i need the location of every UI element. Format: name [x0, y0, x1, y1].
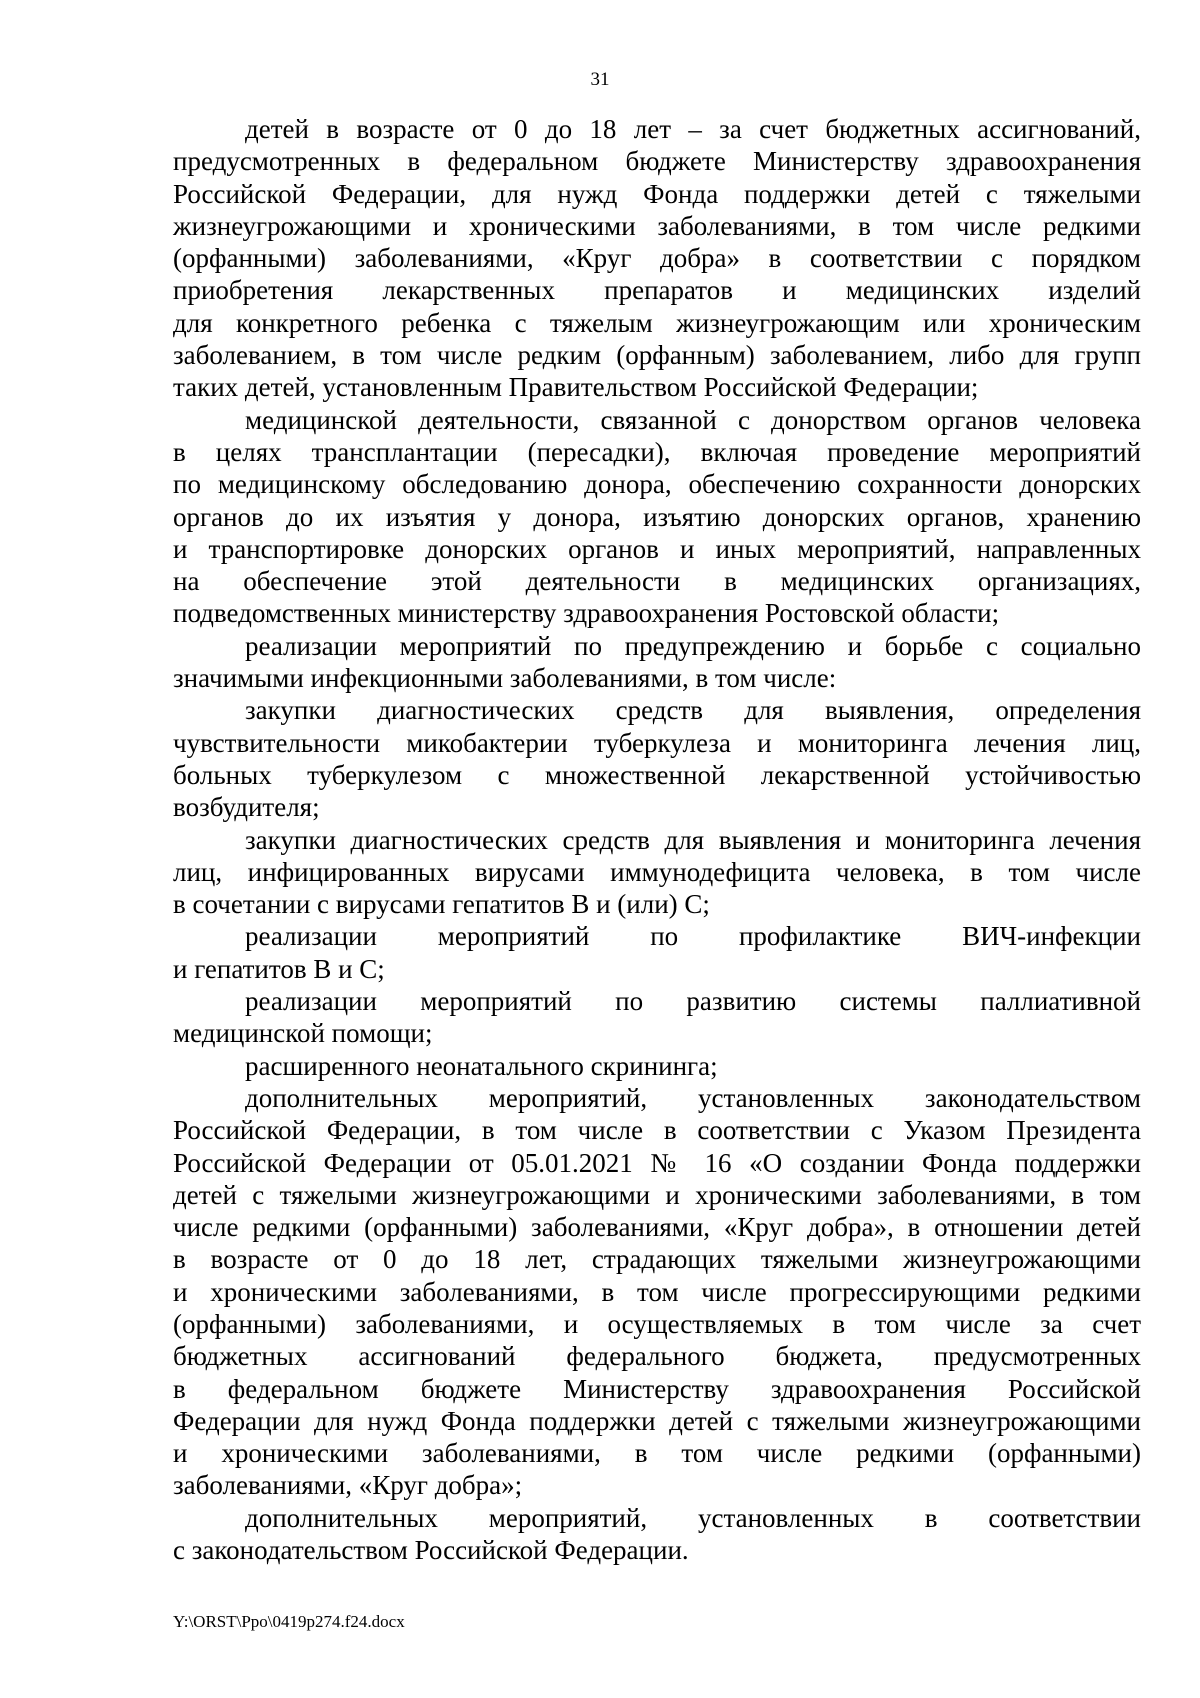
text-line: детей в возрасте от 0 до 18 лет – за счет бюджетных ассигнований, [245, 114, 1141, 144]
text-line: лиц, инфицированных вирусами иммунодефицита человека, в том числе [173, 856, 1141, 887]
text-line: на обеспечение этой деятельности в медицинских организациях, [173, 566, 1141, 597]
text-line: числе редкими (орфанными) заболеваниями, «Круг добра», в отношении детей [173, 1212, 1141, 1243]
text-line: чувствительности микобактерии туберкулеза и мониторинга лечения лиц, [173, 727, 1141, 758]
text-line: медицинской деятельности, связанной с донорством органов человека [245, 404, 1141, 435]
text-line: возбудителя; [173, 792, 320, 823]
text-line: подведомственных министерству здравоохранения Ростовской области; [173, 598, 1000, 629]
text-line: Российской Федерации, в том числе в соответствии с Указом Президента [173, 1115, 1141, 1146]
text-line: Российской Федерации, для нужд Фонда поддержки детей с тяжелыми [173, 178, 1141, 209]
text-line: и хроническими заболеваниями, в том числе редкими (орфанными) [173, 1438, 1141, 1469]
text-line: Федерации для нужд Фонда поддержки детей с тяжелыми жизнеугрожающими [173, 1405, 1141, 1436]
document-body [173, 113, 1141, 1566]
text-line: для конкретного ребенка с тяжелым жизнеугрожающим или хроническим [173, 307, 1141, 338]
text-line: жизнеугрожающими и хроническими заболеваниями, в том числе редкими [173, 210, 1141, 241]
text-line: и транспортировке донорских органов и иных мероприятий, направленных [173, 533, 1141, 564]
page-number: 31 [590, 69, 610, 90]
text-line: закупки диагностических средств для выявления и мониторинга лечения [245, 824, 1141, 855]
text-line: с законодательством Российской Федерации. [173, 1535, 689, 1566]
text-line: и гепатитов В и С; [173, 953, 385, 984]
text-line: предусмотренных в федеральном бюджете Министерству здравоохранения [173, 146, 1141, 177]
text-line: по медицинскому обследованию донора, обеспечению сохранности донорских [173, 469, 1141, 500]
text-line: заболеванием, в том числе редким (орфанным) заболеванием, либо для групп [173, 340, 1141, 371]
text-line: Российской Федерации от 05.01.2021 № 16 «О создании Фонда поддержки [173, 1147, 1141, 1178]
file-path-footer: Y:\ORST\Ppo\0419p274.f24.docx [173, 1612, 405, 1631]
text-line: дополнительных мероприятий, установленных в соответствии [245, 1502, 1141, 1533]
text-line: (орфанными) заболеваниями, и осуществляемых в том числе за счет [173, 1308, 1141, 1339]
text-line: заболеваниями, «Круг добра»; [173, 1470, 523, 1501]
text-line: органов до их изъятия у донора, изъятию донорских органов, хранению [173, 501, 1141, 532]
text-line: приобретения лекарственных препаратов и медицинских изделий [173, 275, 1141, 306]
text-line: реализации мероприятий по профилактике ВИЧ-инфекции [245, 921, 1141, 952]
text-line: в сочетании с вирусами гепатитов В и (или) С; [173, 889, 710, 920]
text-line: закупки диагностических средств для выявления, определения [245, 695, 1141, 726]
text-line: бюджетных ассигнований федерального бюджета, предусмотренных [173, 1341, 1141, 1372]
text-line: в возрасте от 0 до 18 лет, страдающих тяжелыми жизнеугрожающими [173, 1244, 1141, 1275]
text-line: детей с тяжелыми жизнеугрожающими и хроническими заболеваниями, в том [173, 1179, 1141, 1210]
text-line: в федеральном бюджете Министерству здравоохранения Российской [173, 1373, 1141, 1404]
text-line: медицинской помощи; [173, 1018, 433, 1049]
text-line: в целях трансплантации (пересадки), включая проведение мероприятий [173, 436, 1141, 467]
text-line: значимыми инфекционными заболеваниями, в том числе: [173, 663, 837, 694]
text-line: реализации мероприятий по предупреждению и борьбе с социально [245, 630, 1141, 661]
text-line: расширенного неонатального скрининга; [245, 1050, 718, 1081]
text-line: (орфанными) заболеваниями, «Круг добра» в соответствии с порядком [173, 243, 1141, 274]
text-line: таких детей, установленным Правительством Российской Федерации; [173, 372, 979, 403]
text-line: дополнительных мероприятий, установленных законодательством [245, 1082, 1141, 1113]
text-line: больных туберкулезом с множественной лекарственной устойчивостью [173, 759, 1141, 790]
text-line: реализации мероприятий по развитию системы паллиативной [245, 986, 1141, 1017]
text-line: и хроническими заболеваниями, в том числе прогрессирующими редкими [173, 1276, 1141, 1307]
